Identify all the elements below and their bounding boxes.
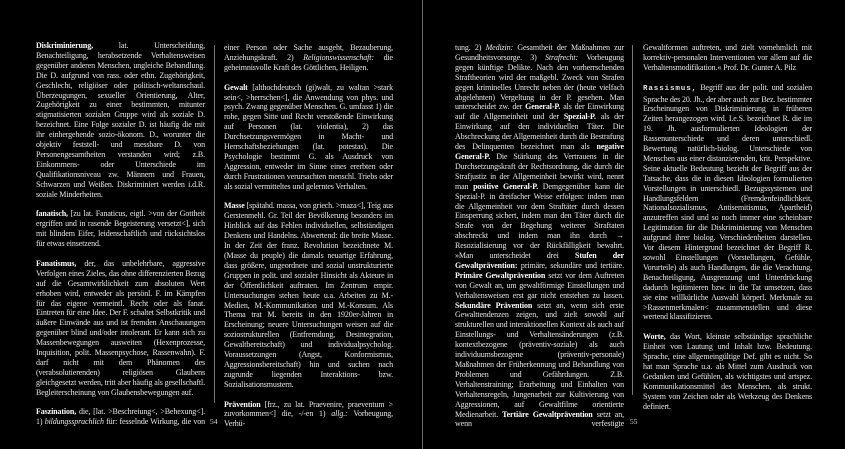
entry-text: setzt an, wenn sich erste Gewalttendenzen zeigen, und zielt sowohl auf strukturellen und interaktionellen Kontext als auch auf Einstellungs- und Verhaltensänderungen (z.B. kontextbezogene (präventiv-soziale) als auch individuumsbezogene (präventiv-personale) Maßnahmen der Früherkennung und Behandlung von Problemen und Gefährdungen. Z.B. Verhaltenstraining; Erarbeitung und Einhalten von Verhaltensregeln, Jungenarbeit zur Kultivierung von Aggressionen, auf Gewaltfilme orientierte Medienarbeit. (455, 300, 624, 419)
dictionary-entry (224, 201, 393, 389)
entry-text: primäre, sekundäre und tertiäre. (517, 260, 624, 270)
entry-headword: General-P. (525, 102, 561, 112)
entry-text: der, das unbelehrbare, aggressive Verfolgen eines Zieles, das ohne differenzierten Bezug auf die Gesamtwirklichkeit zum absoluten Wert erhoben wird, entweder als persönl. F. im Kämpfen für das eigene vermeintl. Recht oder als fanat. Eintreten für eine Idee. Der F. schaltet Selbstkritik und äußere Einwände aus und ist fremden Anschauungen gegenüber blind und/oder intolerant. Er kann sich zu Massenbewegungen ausweiten (Hexenprozesse, Inquisition, polit. Massenpsychose, Rassenwahn). F. darf nicht mit dem Phänomen des (verabsolutierenden) religiösen Glaubens gleichgesetzt werden, tritt aber häufig als gesellschaftl. Begleiterscheinung von Glaubensbewegungen auf. (36, 258, 205, 397)
entry-text: für: fesselnde Wirkung, die von (103, 417, 205, 427)
page-number-left: 54 (210, 417, 218, 426)
entry-headword: Worte, (643, 332, 666, 342)
book-gutter (422, 0, 423, 449)
entry-text: Gewaltformen auftreten, und zielt vornehmlich mit korrektiv-personalen Interventionen vor allem auf die Verhaltensmodifikation.« Prof. Dr. Gunter A. Pilz (643, 43, 812, 72)
entry-text: als der Einwirkung auf den individuellen Täter. Die Abschreckung der Allgemeinheit durch die Bestrafung des Delinquenten bezeichnet man als (455, 112, 624, 152)
entry-text: tung. 2) (455, 43, 486, 52)
entry-text: Vorbeugung, Verhü- (224, 409, 393, 429)
dictionary-entry (224, 400, 393, 430)
entry-label-italic: Medizin: (485, 43, 514, 52)
entry-text: setzt an, wenn verfestigte (455, 409, 624, 429)
column-divider-left-page (214, 45, 215, 403)
column-page54-right (224, 43, 393, 429)
dictionary-entry (643, 332, 812, 411)
dictionary-entry (455, 43, 624, 429)
entry-text: lat. Unterscheidung, Benachteiligung, herabsetzende Verhaltensweisen gegenüber anderen Menschen, ungleiche Behandlung. Die D. aufgrund von rass. oder ethn. Zugehörigkeit, Geschlecht, religiöser oder politisch-weltanschaul. Überzeugungen, sexueller Orientierung, Alter, Zugehörigkeit zu einer bestimmten, mitunter stigmatisierten sozialen Gruppe wird als soziale D. bezeichnet. Eine Folge sozialer D. ist häufig die mit ihr einhergehende sozio-ökonom. D., worunter die objektiv feststell- und messbare D. von Personengesamtheiten verstanden wird; z.B. Einkommens- oder Unterschiede im Qualifikationsniveau zw. Männern und Frauen, Schwarzen und Weißen. Diskriminiert werden i.d.R. soziale Minderheiten. (36, 41, 205, 199)
entry-headword: Spezial-P. (563, 112, 596, 122)
dictionary-entry (36, 41, 205, 200)
dictionary-entry (643, 43, 812, 73)
column-page54-left (36, 41, 205, 427)
entry-text: Die Stärkung des Vertrauens in die Durchsetzungskraft der Rechtsordnung, die durch die Strafjustiz in der Allgemeinheit bewirkt wird, nennt man (455, 151, 624, 191)
entry-headword: Masse (224, 201, 245, 211)
entry-text: die, [lat. >Beschreiung<, >Behexung<]. 1) (36, 407, 205, 427)
entry-headword: fanatisch, (36, 209, 68, 219)
entry-label-italic: bildungssprachlich (44, 417, 104, 427)
entry-headword: Rassismus, (643, 84, 698, 93)
entry-headword: Diskriminierung, (36, 41, 93, 50)
entry-text: [zu lat. Fanaticus, eigtl. >von der Gottheit ergriffen und in rasende Begeisterung versetzt<], sich mit blindem Eifer, leidenschaftlich und rücksichtslos für etwas einsetzend. (36, 209, 205, 249)
entry-text: setzt vor dem Auftreten von Gewalt an, um gewaltförmige Einstellungen und Verhaltensweisen erst gar nicht entstehen zu lassen. (455, 270, 624, 300)
entry-headword: Fanatismus, (36, 258, 77, 268)
dictionary-entry (224, 83, 393, 192)
entry-label-italic: allg.: (331, 409, 348, 419)
entry-headword: positive General-P. (473, 181, 539, 191)
dictionary-entry (36, 407, 205, 427)
dictionary-entry (36, 259, 205, 398)
column-page55-left (455, 43, 624, 429)
entry-label-italic: Religionswissenschaft: (303, 52, 374, 62)
entry-text: [spätahd. massa, von griech. >maza<], Teig aus Gerstenmehl. Gr. Teil der Bevölkerung besonders im Hinblick auf das Fehlen individuellen, selbständigen Denkens und Handelns. Abwertend: die breite Masse. In der Zeit der franz. Revolution bezeichnete M. (Masse du peuple) die damals neuartige Erfahrung, dass größere, ungeordnete und sozial unstrukturierte Gruppen in polit. und sozialer Hinsicht als Akteure in der Öffentlichkeit auftraten. Im Zentrum empir. Untersuchungen stehen heute u.a. Arbeiten zu M.-Medien, M.-Kommunikation und M.-Konsum. Als Thema trat M. bereits in den 1920er-Jahren in Erscheinung; neuere Untersuchungen weisen auf die soziostrukturellen (Entfremdung, Desintegration, Gewaltbereitschaft) und individualpsycholog. Voraussetzungen (Angst, Konformismus, Aggressionsbereitschaft) hin und suchen nach zugrunde liegenden Interaktions- bzw. Sozialisationsmustern. (224, 201, 393, 389)
entry-headword: negative General-P. (455, 142, 624, 161)
entry-headword: Faszination, (36, 407, 77, 417)
dictionary-entry (224, 43, 393, 73)
entry-label-italic: Strafrecht: (545, 52, 579, 62)
entry-headword: Sekundäre Prävention (455, 300, 533, 310)
dictionary-entry (36, 209, 205, 249)
entry-headword: Gewalt (224, 82, 248, 92)
entry-headword: Primäre Gewaltprävention (455, 270, 546, 280)
entry-text: Demgegenüber kann die Spezial-P. in dreifacher Weise erfolgen: indem man die Allgemeinheit vor dem Straftäter durch dessen Einsperrung sichert, indem man den Täter durch die Strafe von der Begehung weiterer Straftaten abschreckt und indem man ihn durch → Resozialisierung vor der Rückfälligkeit bewahrt. »Man unterscheidet drei (455, 181, 624, 261)
entry-headword: Stufen der Gewaltprävention: (455, 251, 624, 270)
entry-text: Vorbeugung gegen künftige Delikte. Nach den vorherrschenden Straftheorien wird der maßgebl. Zweck von Strafen gegen kriminelles Unrecht neben der (heute vielfach abgelehnten) Vergeltung in der P. gesehen. Man unterscheidet zw. der (455, 52, 624, 112)
entry-text: Begriff aus der polit. und sozialen Sprache des 20. Jh., der aber auch zur Bez. bestimmter Erscheinungen von Diskriminierung in früheren Zeiten herangezogen wird. I.e.S. bezeichnet R. die im 19. Jh. ausformulierten Ideologien der Rassenunterschiede und deren unterschiedl. Bewertung natürlich-biolog. Unterschiede von Menschen aus einer distanzierenden, krit. Perspektive. Seine aktuelle Bedeutung bezieht der Begriff aus der Tatsache, dass die in diesen Ideologien formulierten Vorstellungen in unterschiedl. Bezugssystemen und Handlungsfeldern (Fremdenfeindlichkeit, Nationalsozialismus, Antisemitismus, Apartheid) anzutreffen sind und so noch immer eine scheinbare Legitimation für die Diskriminierung von Menschen aufgrund ihrer biolog. Verschiedenheiten darstellen. Vor diesem Hintergrund bezeichnet der Begriff R. sowohl Einstellungen (Vorstellungen, Gefühle, Vorurteile) als auch Handlungen, die die Verachtung, Benachteiligung, Ausgrenzung und Unterdrückung dadurch legitimieren bzw. in die Tat umsetzen, dass sie eine willkürliche Auswahl körperl. Merkmale zu >Rassenmerkmalen< zusammenstellen und diese wertend klassifizieren. (643, 82, 812, 322)
entry-headword: Tertiäre Gewaltprävention (502, 409, 593, 419)
dictionary-entry (643, 83, 812, 323)
column-divider-right-page (632, 45, 633, 395)
page-number-right: 55 (630, 417, 638, 426)
entry-text: das Wort, kleinste selbständige sprachliche Einheit von Lautung und Inhalt bzw. Bedeutung. Sprache, eine allgemeingültige Def. gibt es nicht. So hat man Sprache u.a. als Mittel zum Ausdruck von Gedanken und Gefühlen, als wichtigstes und artspez. Kommunikationsmittel des Menschen, als strukt. System von Zeichen oder als Werkzeug des Denkens definiert. (643, 332, 812, 411)
entry-text: [althochdeutsch (gi)walt, zu waltan >stark sein<, >herrschen<], die Anwendung von phys. und psych. Zwang gegenüber Menschen. G. umfasst 1) die rohe, gegen Sitte und Recht verstoßende Einwirkung auf Personen (lat. violentia), 2) das Durchsetzungsvermögen in Macht- und Herrschaftsbeziehungen (lat. potestas). Die Psychologie bestimmt G. als Ausdruck von Aggression, entweder im Sinne eines ererbten oder durch Frustrationen verursachten menschl. Triebs oder als sozial vermitteltes und gelerntes Verhalten. (224, 82, 393, 191)
entry-headword: Prävention (224, 399, 261, 409)
entry-text: einer Person oder Sache ausgeht, Bezauberung, Anziehungskraft. 2) (224, 43, 393, 62)
entry-text: die geheimnisvolle Kraft des Göttlichen, Heiligen. (224, 52, 393, 72)
entry-text: als der Einwirkung auf die Allgemeinheit und der (455, 102, 624, 122)
entry-text: Gesamtheit der Maßnahmen zur Gesundheitsvorsorge. 3) (455, 43, 625, 62)
column-page55-right (643, 43, 812, 421)
entry-text: [frz., zu lat. Praevenire, praeventum > zuvorkommen<] die, -/-en 1) (224, 399, 393, 419)
